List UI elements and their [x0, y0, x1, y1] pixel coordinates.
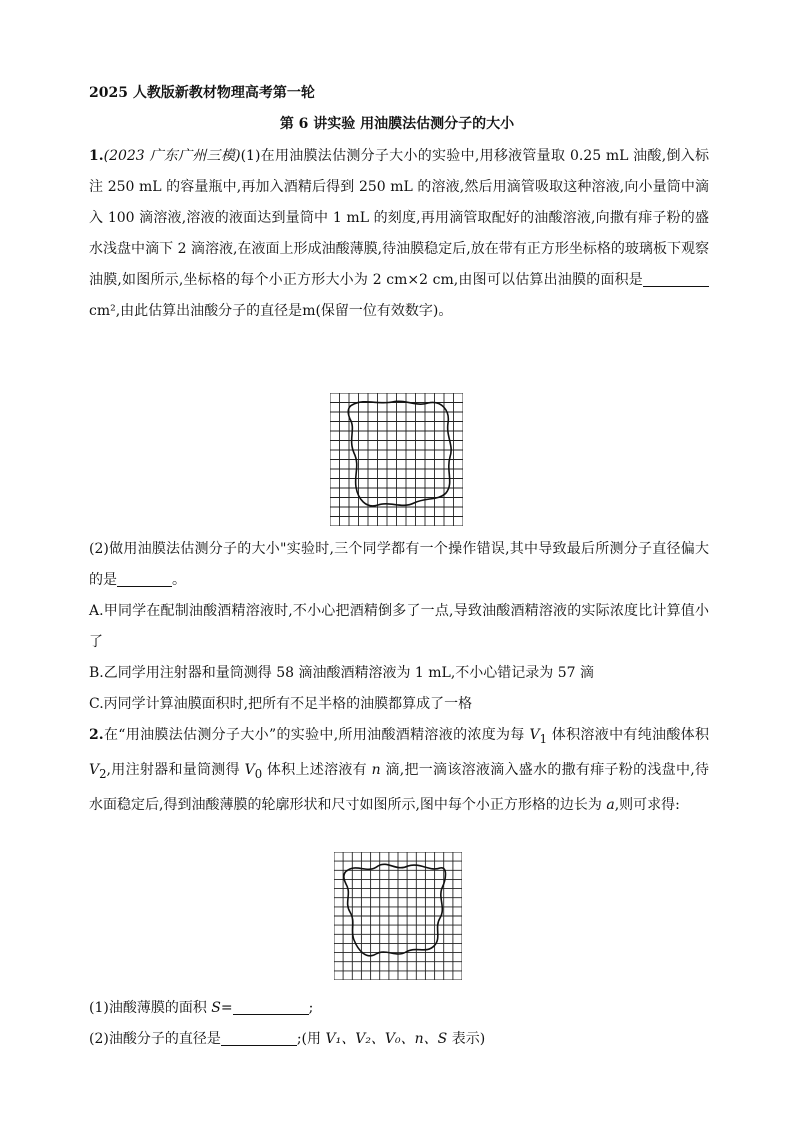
question-2-number: 2. — [89, 727, 104, 743]
var-s: S — [211, 1000, 221, 1016]
q1-part2-stem-b: 。 — [172, 572, 186, 588]
oil-film-grid-figure-1 — [330, 393, 463, 526]
question-1-number: 1. — [89, 148, 104, 164]
q2-sub2-text-a: (2)油酸分子的直径是 — [89, 1031, 221, 1047]
oil-film-outline — [344, 864, 446, 956]
var-n: n — [371, 761, 381, 778]
question-1-source: (2023 广东广州三模) — [103, 148, 241, 164]
q2-stem-text-5: 滴,把一滴该溶液滴入盛水的撒有痱子粉的浅盘中,待水面稳定后,得到油酸薄膜的轮廓形状和尺寸如图所示,图中每个小正方形格的边长为 — [89, 761, 709, 813]
var-v0-subscript: 0 — [254, 766, 263, 781]
q2-diameter-answer-blank[interactable] — [221, 1027, 297, 1046]
q2-sub1-text-b: = — [220, 1000, 233, 1016]
q1-part1-text-c: m(保留一位有效数字)。 — [302, 303, 453, 319]
q1-area-answer-blank[interactable] — [643, 268, 709, 287]
q1-option-a: A.甲同学在配制油酸酒精溶液时,不小心把酒精倒多了一点,导致油酸酒精溶液的实际浓度比计算值小了 — [89, 603, 709, 650]
q2-sub2-text-c: 表示) — [447, 1031, 486, 1047]
q2-sub1-text-c: ; — [308, 1000, 314, 1016]
q1-option-b: B.乙同学用注射器和量筒测得 58 滴油酸酒精溶液为 1 mL,不小心错记录为 57 滴 — [89, 665, 594, 681]
q2-stem-text-6: ,则可求得: — [614, 796, 680, 813]
oil-film-outline — [348, 401, 451, 506]
q2-stem-text-2: 体积溶液中有纯油酸体积 — [547, 727, 710, 743]
q1-choice-answer-blank[interactable] — [117, 568, 172, 587]
q2-stem-text-1: 在“用油膜法估测分子大小”的实验中,所用油酸酒精溶液的浓度为每 — [103, 727, 530, 743]
q2-stem-text-4: 体积上述溶液有 — [262, 761, 372, 778]
q2-area-answer-blank[interactable] — [233, 996, 309, 1015]
question-1-part-2 — [89, 534, 709, 596]
q1-part1-text-a: (1)在用油膜法估测分子大小的实验中,用移液管量取 0.25 mL 油酸,倒入标注 250 mL 的容量瓶中,再加入酒精后得到 250 mL 的溶液,然后用滴管吸取这种溶液,向小量筒中滴入 100 滴溶液,溶液的液面达到量筒中 1 mL 的刻度,再用滴管取配好的油酸溶液,向撒有痱子粉的盛水浅盘中滴下 2 滴溶液,在液面上形成油酸薄膜,待油膜稳定后,放在带有正方形坐标格的玻璃板下观察油膜,如图所示,坐标格的每个小正方形大小为 2 cm×2 cm,由图可以估算出油膜的面积是 — [89, 148, 709, 288]
question-1-part-1 — [89, 141, 709, 327]
var-v2-subscript: 2 — [99, 766, 107, 781]
series-title: 2025 人教版新教材物理高考第一轮 — [89, 85, 315, 101]
q1-part2-stem-a: (2)做用油膜法估测分子的大小"实验时,三个同学都有一个操作错误,其中导致最后所测分子直径偏大的是 — [89, 541, 709, 588]
q2-subquestion-2 — [89, 1024, 709, 1055]
q1-option-c: C.丙同学计算油膜面积时,把所有不足半格的油膜都算成了一格 — [89, 696, 473, 712]
q2-sub1-text-a: (1)油酸薄膜的面积 — [89, 1000, 212, 1016]
lecture-title: 第 6 讲实验 用油膜法估测分子的大小 — [279, 116, 515, 132]
q2-stem-text-3: ,用注射器和量筒测得 — [106, 761, 245, 778]
var-a: a — [606, 796, 615, 813]
oil-film-grid-figure-2 — [334, 852, 462, 980]
q1-part1-text-b: cm²,由此估算出油酸分子的直径是 — [89, 303, 303, 319]
q2-sub2-variables: V₁、V₂、V₀、n、S — [325, 1031, 448, 1047]
var-v1-subscript: 1 — [539, 731, 548, 746]
var-v0: V — [244, 761, 255, 778]
var-v1: V — [529, 727, 540, 743]
var-v2: V — [89, 761, 100, 778]
q2-sub2-text-b: ;(用 — [296, 1031, 326, 1047]
question-2-stem — [89, 720, 709, 821]
q2-subquestion-1 — [89, 993, 709, 1024]
